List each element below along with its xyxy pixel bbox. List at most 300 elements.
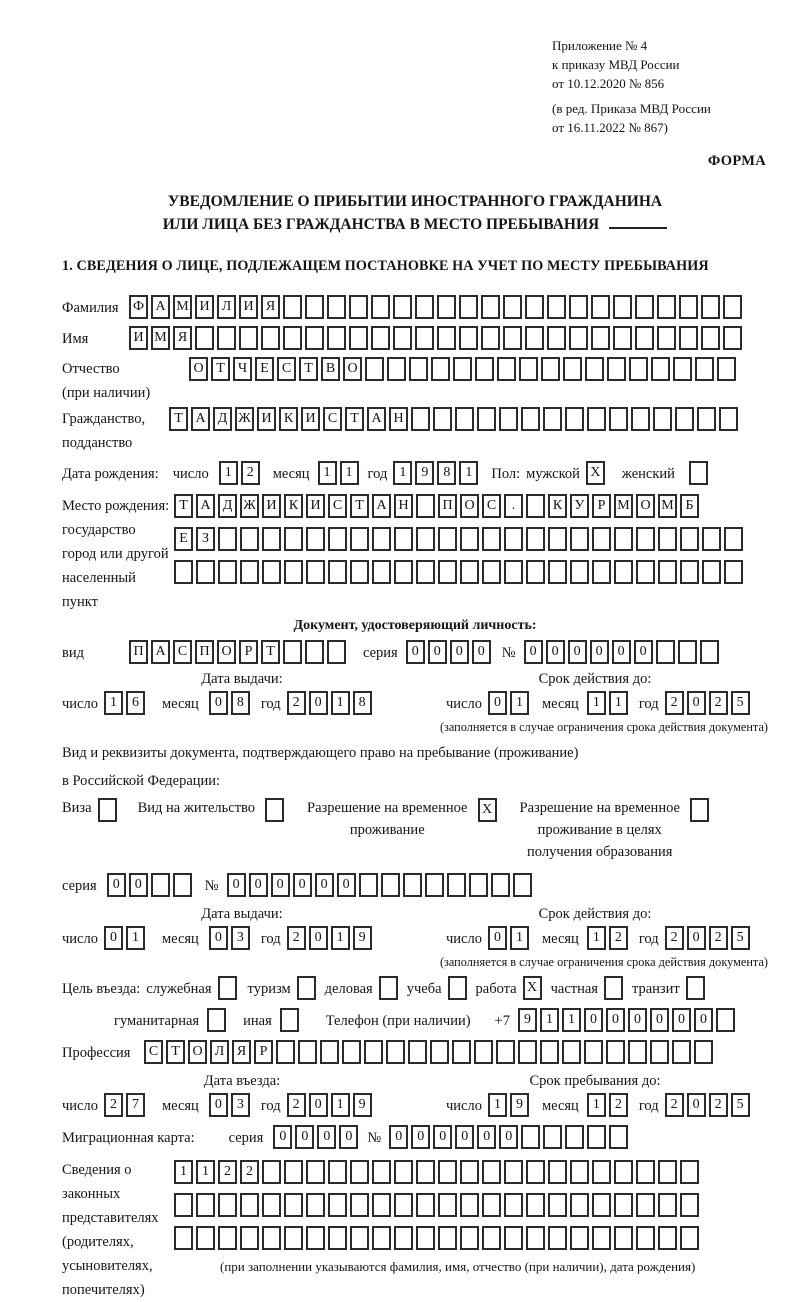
- char-cell[interactable]: 1: [104, 691, 123, 715]
- char-cell[interactable]: [297, 976, 316, 1000]
- char-cell[interactable]: 3: [231, 926, 250, 950]
- char-cell[interactable]: [680, 527, 699, 551]
- char-cell[interactable]: М: [151, 326, 170, 350]
- char-cell[interactable]: 2: [709, 691, 728, 715]
- char-cell[interactable]: [724, 560, 743, 584]
- char-cell[interactable]: [284, 527, 303, 551]
- purpose-private-checkbox[interactable]: [604, 976, 626, 1000]
- char-cell[interactable]: 0: [337, 873, 356, 897]
- char-cell[interactable]: [543, 1125, 562, 1149]
- sex-female-checkbox[interactable]: [689, 461, 711, 485]
- char-cell[interactable]: С: [328, 494, 347, 518]
- char-cell[interactable]: [628, 1040, 647, 1064]
- char-cell[interactable]: [409, 357, 428, 381]
- char-cell[interactable]: П: [129, 640, 148, 664]
- char-cell[interactable]: Р: [254, 1040, 273, 1064]
- char-cell[interactable]: [569, 326, 588, 350]
- char-cell[interactable]: [306, 560, 325, 584]
- char-cell[interactable]: [513, 873, 532, 897]
- char-cell[interactable]: Т: [350, 494, 369, 518]
- char-cell[interactable]: [306, 1193, 325, 1217]
- char-cell[interactable]: [504, 1226, 523, 1250]
- char-cell[interactable]: [217, 326, 236, 350]
- char-cell[interactable]: [365, 357, 384, 381]
- char-cell[interactable]: [394, 560, 413, 584]
- char-cell[interactable]: 7: [126, 1093, 145, 1117]
- char-cell[interactable]: [636, 1160, 655, 1184]
- char-cell[interactable]: [482, 560, 501, 584]
- char-cell[interactable]: Т: [261, 640, 280, 664]
- char-cell[interactable]: 0: [628, 1008, 647, 1032]
- char-cell[interactable]: 0: [406, 640, 425, 664]
- char-cell[interactable]: [658, 1160, 677, 1184]
- char-cell[interactable]: [636, 1226, 655, 1250]
- char-cell[interactable]: 9: [415, 461, 434, 485]
- char-cell[interactable]: 6: [126, 691, 145, 715]
- char-cell[interactable]: [151, 873, 170, 897]
- char-cell[interactable]: М: [614, 494, 633, 518]
- char-cell[interactable]: [525, 295, 544, 319]
- char-cell[interactable]: 1: [510, 691, 529, 715]
- char-cell[interactable]: [526, 527, 545, 551]
- birthplace-field-row-2[interactable]: [174, 527, 746, 551]
- char-cell[interactable]: [328, 1160, 347, 1184]
- char-cell[interactable]: 2: [287, 691, 306, 715]
- char-cell[interactable]: 1: [609, 691, 628, 715]
- char-cell[interactable]: [482, 1160, 501, 1184]
- purpose-business-checkbox[interactable]: [379, 976, 401, 1000]
- char-cell[interactable]: [350, 1160, 369, 1184]
- temp-residence-edu-checkbox[interactable]: [690, 798, 712, 822]
- char-cell[interactable]: [284, 1193, 303, 1217]
- id-valid-year-field[interactable]: [665, 691, 753, 715]
- char-cell[interactable]: 0: [209, 1093, 228, 1117]
- char-cell[interactable]: 0: [650, 1008, 669, 1032]
- char-cell[interactable]: И: [129, 326, 148, 350]
- char-cell[interactable]: [174, 1226, 193, 1250]
- visa-checkbox[interactable]: [98, 798, 120, 822]
- char-cell[interactable]: 0: [227, 873, 246, 897]
- char-cell[interactable]: И: [257, 407, 276, 431]
- char-cell[interactable]: X: [586, 461, 605, 485]
- char-cell[interactable]: 1: [318, 461, 337, 485]
- char-cell[interactable]: Д: [218, 494, 237, 518]
- char-cell[interactable]: Д: [213, 407, 232, 431]
- char-cell[interactable]: [562, 1040, 581, 1064]
- char-cell[interactable]: 0: [455, 1125, 474, 1149]
- char-cell[interactable]: Р: [239, 640, 258, 664]
- char-cell[interactable]: 8: [353, 691, 372, 715]
- char-cell[interactable]: [403, 873, 422, 897]
- char-cell[interactable]: [702, 560, 721, 584]
- char-cell[interactable]: [504, 527, 523, 551]
- char-cell[interactable]: [526, 1226, 545, 1250]
- char-cell[interactable]: 2: [709, 1093, 728, 1117]
- char-cell[interactable]: 2: [665, 1093, 684, 1117]
- char-cell[interactable]: [416, 1193, 435, 1217]
- right-issue-day-field[interactable]: [104, 926, 148, 950]
- char-cell[interactable]: Ф: [129, 295, 148, 319]
- char-cell[interactable]: [695, 357, 714, 381]
- char-cell[interactable]: [592, 1226, 611, 1250]
- char-cell[interactable]: [447, 873, 466, 897]
- purpose-transit-checkbox[interactable]: [686, 976, 708, 1000]
- char-cell[interactable]: [678, 640, 697, 664]
- char-cell[interactable]: О: [217, 640, 236, 664]
- char-cell[interactable]: А: [151, 295, 170, 319]
- char-cell[interactable]: 0: [389, 1125, 408, 1149]
- char-cell[interactable]: 2: [287, 1093, 306, 1117]
- stay-year-field[interactable]: [665, 1093, 753, 1117]
- char-cell[interactable]: 1: [331, 691, 350, 715]
- char-cell[interactable]: [328, 560, 347, 584]
- char-cell[interactable]: Е: [255, 357, 274, 381]
- char-cell[interactable]: 0: [273, 1125, 292, 1149]
- char-cell[interactable]: [393, 326, 412, 350]
- char-cell[interactable]: 0: [107, 873, 126, 897]
- char-cell[interactable]: [218, 560, 237, 584]
- char-cell[interactable]: [174, 1193, 193, 1217]
- birth-month-field[interactable]: [318, 461, 362, 485]
- char-cell[interactable]: [518, 1040, 537, 1064]
- char-cell[interactable]: [656, 640, 675, 664]
- char-cell[interactable]: Т: [345, 407, 364, 431]
- char-cell[interactable]: [460, 1160, 479, 1184]
- char-cell[interactable]: [672, 1040, 691, 1064]
- char-cell[interactable]: [724, 527, 743, 551]
- char-cell[interactable]: [614, 560, 633, 584]
- char-cell[interactable]: [276, 1040, 295, 1064]
- char-cell[interactable]: [723, 295, 742, 319]
- char-cell[interactable]: [679, 295, 698, 319]
- char-cell[interactable]: Т: [211, 357, 230, 381]
- char-cell[interactable]: [306, 1226, 325, 1250]
- char-cell[interactable]: К: [279, 407, 298, 431]
- citizenship-field[interactable]: [169, 407, 741, 431]
- char-cell[interactable]: [700, 640, 719, 664]
- char-cell[interactable]: [460, 527, 479, 551]
- char-cell[interactable]: [675, 407, 694, 431]
- char-cell[interactable]: П: [195, 640, 214, 664]
- char-cell[interactable]: [393, 295, 412, 319]
- char-cell[interactable]: [629, 357, 648, 381]
- char-cell[interactable]: [540, 1040, 559, 1064]
- char-cell[interactable]: 9: [518, 1008, 537, 1032]
- char-cell[interactable]: [459, 295, 478, 319]
- char-cell[interactable]: [587, 1125, 606, 1149]
- char-cell[interactable]: [349, 326, 368, 350]
- char-cell[interactable]: 1: [174, 1160, 193, 1184]
- char-cell[interactable]: [548, 1160, 567, 1184]
- char-cell[interactable]: [438, 1193, 457, 1217]
- char-cell[interactable]: [723, 326, 742, 350]
- char-cell[interactable]: [327, 326, 346, 350]
- char-cell[interactable]: [651, 357, 670, 381]
- char-cell[interactable]: [570, 1160, 589, 1184]
- char-cell[interactable]: [491, 873, 510, 897]
- char-cell[interactable]: [437, 295, 456, 319]
- char-cell[interactable]: X: [478, 798, 497, 822]
- char-cell[interactable]: 0: [293, 873, 312, 897]
- char-cell[interactable]: Я: [232, 1040, 251, 1064]
- char-cell[interactable]: [195, 326, 214, 350]
- temp-residence-checkbox[interactable]: [478, 798, 500, 822]
- char-cell[interactable]: [565, 407, 584, 431]
- char-cell[interactable]: [430, 1040, 449, 1064]
- char-cell[interactable]: [438, 1160, 457, 1184]
- char-cell[interactable]: А: [196, 494, 215, 518]
- right-number-field[interactable]: [227, 873, 535, 897]
- char-cell[interactable]: [408, 1040, 427, 1064]
- char-cell[interactable]: 0: [315, 873, 334, 897]
- char-cell[interactable]: 1: [331, 1093, 350, 1117]
- char-cell[interactable]: 1: [540, 1008, 559, 1032]
- char-cell[interactable]: 0: [499, 1125, 518, 1149]
- char-cell[interactable]: 0: [687, 1093, 706, 1117]
- char-cell[interactable]: Т: [299, 357, 318, 381]
- char-cell[interactable]: П: [438, 494, 457, 518]
- id-valid-day-field[interactable]: [488, 691, 532, 715]
- char-cell[interactable]: [416, 494, 435, 518]
- char-cell[interactable]: [460, 560, 479, 584]
- char-cell[interactable]: Я: [261, 295, 280, 319]
- char-cell[interactable]: 0: [271, 873, 290, 897]
- char-cell[interactable]: [196, 1193, 215, 1217]
- birthplace-field-row-3[interactable]: [174, 560, 746, 584]
- char-cell[interactable]: [650, 1040, 669, 1064]
- sex-male-checkbox[interactable]: [586, 461, 608, 485]
- char-cell[interactable]: [261, 326, 280, 350]
- char-cell[interactable]: 1: [587, 691, 606, 715]
- char-cell[interactable]: [482, 1226, 501, 1250]
- char-cell[interactable]: [481, 326, 500, 350]
- char-cell[interactable]: 0: [584, 1008, 603, 1032]
- char-cell[interactable]: [680, 1160, 699, 1184]
- char-cell[interactable]: Н: [389, 407, 408, 431]
- char-cell[interactable]: 1: [562, 1008, 581, 1032]
- char-cell[interactable]: 0: [687, 926, 706, 950]
- char-cell[interactable]: 0: [477, 1125, 496, 1149]
- char-cell[interactable]: 0: [129, 873, 148, 897]
- char-cell[interactable]: 0: [590, 640, 609, 664]
- char-cell[interactable]: [437, 326, 456, 350]
- char-cell[interactable]: Л: [217, 295, 236, 319]
- id-issue-year-field[interactable]: [287, 691, 375, 715]
- char-cell[interactable]: И: [301, 407, 320, 431]
- doc-series-field[interactable]: [406, 640, 494, 664]
- char-cell[interactable]: 2: [240, 1160, 259, 1184]
- char-cell[interactable]: [327, 640, 346, 664]
- char-cell[interactable]: [614, 1160, 633, 1184]
- char-cell[interactable]: [475, 357, 494, 381]
- char-cell[interactable]: [438, 1226, 457, 1250]
- char-cell[interactable]: [196, 560, 215, 584]
- purpose-tourism-checkbox[interactable]: [297, 976, 319, 1000]
- char-cell[interactable]: [359, 873, 378, 897]
- char-cell[interactable]: 0: [694, 1008, 713, 1032]
- char-cell[interactable]: Е: [174, 527, 193, 551]
- char-cell[interactable]: [328, 1226, 347, 1250]
- purpose-study-checkbox[interactable]: [448, 976, 470, 1000]
- char-cell[interactable]: [469, 873, 488, 897]
- char-cell[interactable]: 0: [295, 1125, 314, 1149]
- char-cell[interactable]: Ж: [240, 494, 259, 518]
- char-cell[interactable]: 1: [196, 1160, 215, 1184]
- char-cell[interactable]: 5: [731, 1093, 750, 1117]
- char-cell[interactable]: [631, 407, 650, 431]
- char-cell[interactable]: А: [191, 407, 210, 431]
- char-cell[interactable]: 1: [488, 1093, 507, 1117]
- char-cell[interactable]: 2: [709, 926, 728, 950]
- char-cell[interactable]: 0: [104, 926, 123, 950]
- char-cell[interactable]: И: [239, 295, 258, 319]
- right-valid-month-field[interactable]: [587, 926, 631, 950]
- char-cell[interactable]: [570, 1226, 589, 1250]
- char-cell[interactable]: 0: [634, 640, 653, 664]
- doc-kind-field[interactable]: [129, 640, 349, 664]
- char-cell[interactable]: 2: [609, 1093, 628, 1117]
- char-cell[interactable]: [262, 560, 281, 584]
- right-series-field[interactable]: [107, 873, 195, 897]
- char-cell[interactable]: [240, 1226, 259, 1250]
- char-cell[interactable]: Л: [210, 1040, 229, 1064]
- char-cell[interactable]: [526, 1160, 545, 1184]
- char-cell[interactable]: [342, 1040, 361, 1064]
- char-cell[interactable]: А: [372, 494, 391, 518]
- char-cell[interactable]: [280, 1008, 299, 1032]
- char-cell[interactable]: О: [636, 494, 655, 518]
- char-cell[interactable]: [262, 1193, 281, 1217]
- char-cell[interactable]: [98, 798, 117, 822]
- char-cell[interactable]: [262, 527, 281, 551]
- char-cell[interactable]: [679, 326, 698, 350]
- char-cell[interactable]: [349, 295, 368, 319]
- char-cell[interactable]: Т: [174, 494, 193, 518]
- char-cell[interactable]: [570, 1193, 589, 1217]
- char-cell[interactable]: [686, 976, 705, 1000]
- char-cell[interactable]: [284, 1160, 303, 1184]
- phone-field[interactable]: [518, 1008, 738, 1032]
- char-cell[interactable]: [563, 357, 582, 381]
- char-cell[interactable]: [614, 527, 633, 551]
- char-cell[interactable]: 0: [309, 1093, 328, 1117]
- char-cell[interactable]: М: [173, 295, 192, 319]
- char-cell[interactable]: 2: [104, 1093, 123, 1117]
- char-cell[interactable]: [614, 1193, 633, 1217]
- char-cell[interactable]: 0: [687, 691, 706, 715]
- char-cell[interactable]: [526, 560, 545, 584]
- char-cell[interactable]: 0: [606, 1008, 625, 1032]
- char-cell[interactable]: [658, 560, 677, 584]
- char-cell[interactable]: 0: [450, 640, 469, 664]
- char-cell[interactable]: 2: [287, 926, 306, 950]
- entry-day-field[interactable]: [104, 1093, 148, 1117]
- char-cell[interactable]: [415, 326, 434, 350]
- char-cell[interactable]: [548, 1193, 567, 1217]
- char-cell[interactable]: [607, 357, 626, 381]
- char-cell[interactable]: [372, 1160, 391, 1184]
- char-cell[interactable]: 0: [672, 1008, 691, 1032]
- doc-number-field[interactable]: [524, 640, 722, 664]
- char-cell[interactable]: С: [173, 640, 192, 664]
- char-cell[interactable]: [526, 494, 545, 518]
- char-cell[interactable]: [240, 1193, 259, 1217]
- char-cell[interactable]: [371, 326, 390, 350]
- given-name-field[interactable]: [129, 326, 745, 350]
- char-cell[interactable]: [298, 1040, 317, 1064]
- char-cell[interactable]: [499, 407, 518, 431]
- char-cell[interactable]: [585, 357, 604, 381]
- char-cell[interactable]: [328, 527, 347, 551]
- char-cell[interactable]: [548, 1226, 567, 1250]
- char-cell[interactable]: 0: [472, 640, 491, 664]
- right-issue-month-field[interactable]: [209, 926, 253, 950]
- char-cell[interactable]: [416, 560, 435, 584]
- char-cell[interactable]: Ж: [235, 407, 254, 431]
- char-cell[interactable]: 5: [731, 926, 750, 950]
- char-cell[interactable]: [680, 1226, 699, 1250]
- char-cell[interactable]: [592, 1160, 611, 1184]
- char-cell[interactable]: [636, 560, 655, 584]
- char-cell[interactable]: И: [195, 295, 214, 319]
- char-cell[interactable]: [371, 295, 390, 319]
- entry-year-field[interactable]: [287, 1093, 375, 1117]
- char-cell[interactable]: [438, 527, 457, 551]
- char-cell[interactable]: О: [343, 357, 362, 381]
- char-cell[interactable]: [394, 527, 413, 551]
- char-cell[interactable]: [394, 1226, 413, 1250]
- char-cell[interactable]: [306, 527, 325, 551]
- stay-month-field[interactable]: [587, 1093, 631, 1117]
- char-cell[interactable]: [543, 407, 562, 431]
- patronymic-field[interactable]: [189, 357, 739, 381]
- char-cell[interactable]: Р: [592, 494, 611, 518]
- char-cell[interactable]: [372, 1193, 391, 1217]
- char-cell[interactable]: [613, 326, 632, 350]
- char-cell[interactable]: 1: [510, 926, 529, 950]
- char-cell[interactable]: [635, 295, 654, 319]
- char-cell[interactable]: [609, 407, 628, 431]
- char-cell[interactable]: [218, 527, 237, 551]
- char-cell[interactable]: [565, 1125, 584, 1149]
- char-cell[interactable]: [372, 527, 391, 551]
- char-cell[interactable]: [394, 1160, 413, 1184]
- char-cell[interactable]: [591, 326, 610, 350]
- char-cell[interactable]: 0: [524, 640, 543, 664]
- char-cell[interactable]: [521, 407, 540, 431]
- id-issue-day-field[interactable]: [104, 691, 148, 715]
- id-issue-month-field[interactable]: [209, 691, 253, 715]
- char-cell[interactable]: [218, 1193, 237, 1217]
- char-cell[interactable]: 9: [353, 926, 372, 950]
- entry-month-field[interactable]: [209, 1093, 253, 1117]
- char-cell[interactable]: 8: [437, 461, 456, 485]
- char-cell[interactable]: 2: [609, 926, 628, 950]
- char-cell[interactable]: О: [189, 357, 208, 381]
- representatives-field-row-1[interactable]: [174, 1160, 702, 1184]
- char-cell[interactable]: [673, 357, 692, 381]
- char-cell[interactable]: [701, 326, 720, 350]
- char-cell[interactable]: Я: [173, 326, 192, 350]
- char-cell[interactable]: [350, 560, 369, 584]
- char-cell[interactable]: Т: [166, 1040, 185, 1064]
- char-cell[interactable]: [658, 1226, 677, 1250]
- char-cell[interactable]: [415, 295, 434, 319]
- char-cell[interactable]: [431, 357, 450, 381]
- char-cell[interactable]: [680, 1193, 699, 1217]
- char-cell[interactable]: [262, 1226, 281, 1250]
- char-cell[interactable]: [614, 1226, 633, 1250]
